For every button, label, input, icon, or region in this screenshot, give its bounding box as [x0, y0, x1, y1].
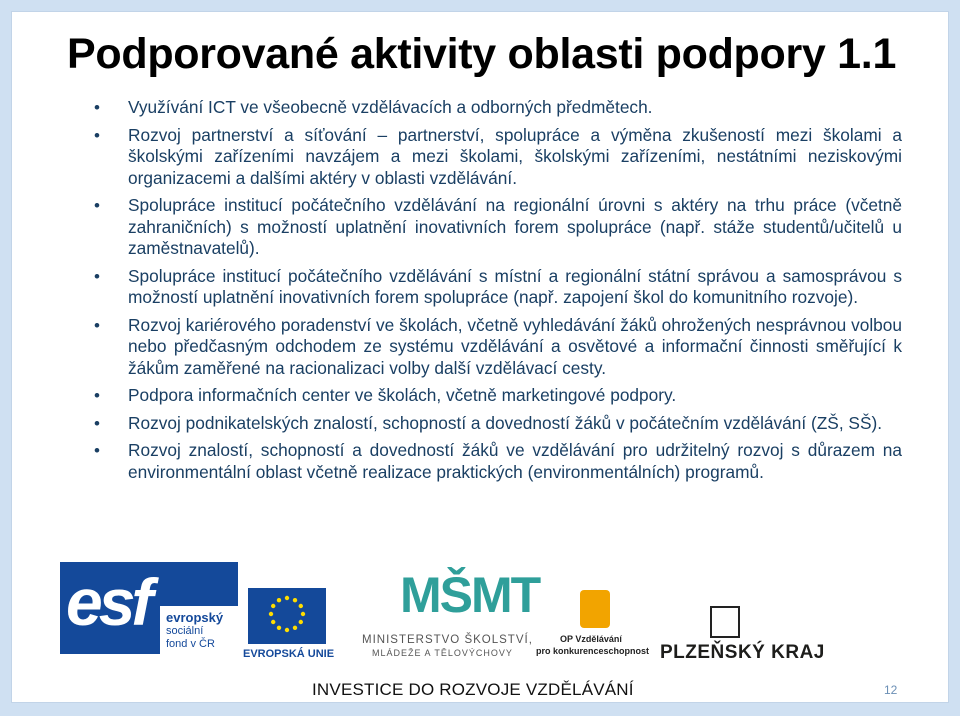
esf-mark: esf — [66, 565, 150, 639]
esf-line-1: evropský — [166, 610, 224, 625]
plzensky-kraj-label: PLZEŇSKÝ KRAJ — [660, 642, 825, 663]
esf-line-2: sociální — [166, 625, 204, 637]
eu-stars-icon — [248, 588, 326, 644]
bullet-icon: • — [94, 386, 100, 405]
bullet-text: Využívání ICT ve všeobecně vzdělávacích a odborných předmětech. — [128, 97, 653, 117]
bullet-item — [94, 97, 902, 119]
bullet-text: Rozvoj kariérového poradenství ve školách, včetně vyhledávání žáků ohrožených nesprávnou volbou nebo předčasným odchodem ze systému vzdělávání a osvětové a informační činnosti směřující k žákům zaměřené na racionalizaci volby další vzdělávací cesty. — [128, 314, 902, 378]
bullet-item — [94, 440, 902, 483]
bullet-item — [94, 195, 902, 260]
bullet-icon: • — [94, 196, 100, 215]
msmt-line-1: MINISTERSTVO ŠKOLSTVÍ, — [362, 634, 533, 646]
bullet-item — [94, 266, 902, 309]
bullet-text: Podpora informačních center ve školách, včetně marketingové podpory. — [128, 385, 677, 405]
bullet-item — [94, 413, 902, 435]
bullet-icon: • — [94, 266, 100, 286]
bullet-text: Rozvoj podnikatelských znalostí, schopností a dovedností žáků v počátečním vzdělávání (ZŠ, SŠ). — [128, 412, 883, 433]
bullet-icon: • — [94, 98, 100, 117]
bullet-text: Spolupráce institucí počátečního vzdělávání na regionální úrovni s aktéry na trhu práce (včetně zahraničních) s možností uplatnění inovativních forem spolupráce (např. stáže studentů/učitelů u zaměstnavatelů). — [128, 195, 902, 258]
op-line-1: OP Vzdělávání — [560, 634, 622, 644]
op-line-2: pro konkurenceschopnost — [536, 646, 650, 656]
region-crest-icon — [710, 606, 740, 638]
msmt-logo-mark: MŠMT — [400, 567, 540, 623]
slide-title: Podporované aktivity oblasti podpory 1.1 — [67, 30, 897, 78]
investice-tagline: INVESTICE DO ROZVOJE VZDĚLÁVÁNÍ — [312, 680, 634, 699]
bullet-item — [94, 315, 902, 380]
bullet-item — [94, 385, 902, 407]
msmt-line-2: MLÁDEŽE A TĚLOVÝCHOVY — [372, 648, 513, 658]
bullet-item — [94, 125, 902, 190]
page-number: 12 — [884, 683, 898, 697]
bullet-text: Rozvoj znalostí, schopností a dovedností žáků ve vzdělávání pro udržitelný rozvoj s důrazem na environmentální oblast včetně realizace praktických (environmentálních) programů. — [128, 440, 902, 482]
eu-label: EVROPSKÁ UNIE — [243, 648, 335, 660]
bullet-text: Rozvoj partnerství a síťování – partnerství, spolupráce a výměna zkušeností mezi školami a školskými zařízeními navzájem a mezi školami, školskými zařízeními, nestátními neziskovými organizacemi a dalšími aktéry v oblasti vzdělávání. — [128, 124, 902, 188]
bullet-icon: • — [94, 441, 100, 460]
eu-flag-icon — [248, 588, 326, 644]
bullet-text: Spolupráce institucí počátečního vzdělávání s místní a regionální státní správou a samosprávou s možností uplatnění inovativních forem spolupráce (např. zapojení škol do komunitního rozvoje). — [128, 265, 902, 307]
op-logo-icon — [580, 590, 610, 628]
bullet-icon: • — [94, 413, 100, 433]
bullet-icon: • — [94, 125, 100, 145]
logo-bar — [60, 560, 840, 698]
esf-logo — [60, 562, 238, 654]
esf-line-3: fond v ČR — [166, 638, 215, 650]
bullet-icon: • — [94, 315, 100, 335]
slide — [12, 12, 948, 702]
bullet-list — [94, 97, 902, 489]
